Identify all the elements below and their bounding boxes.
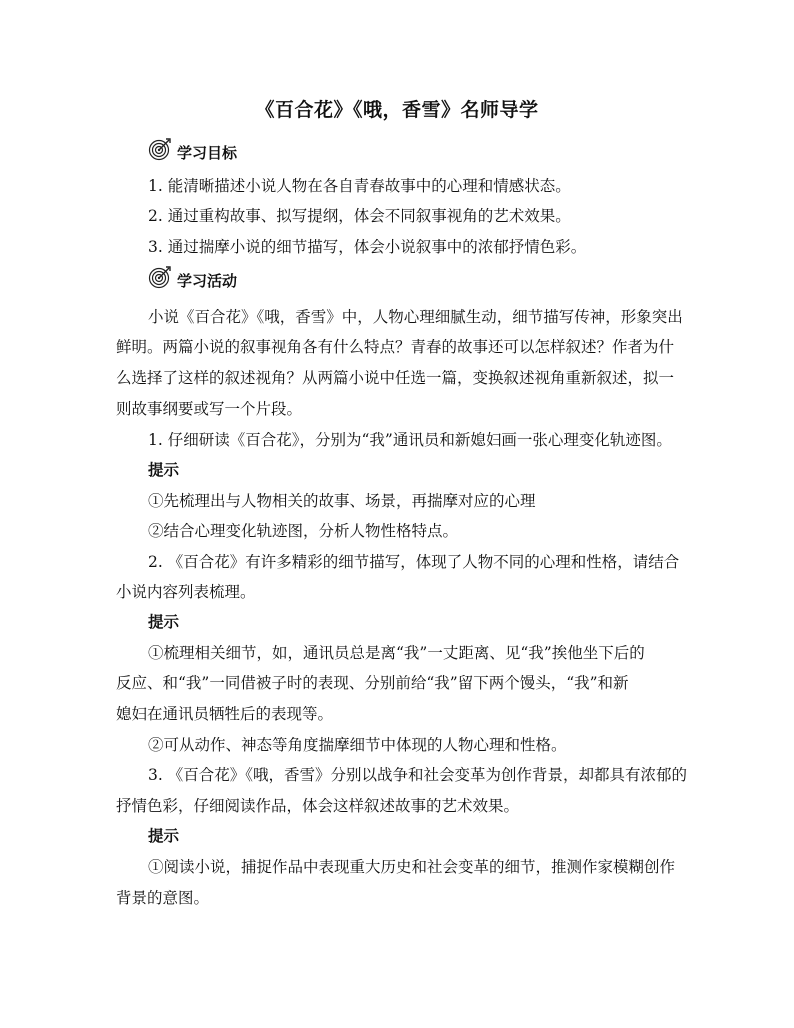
objectives-heading-label: 学习目标 [177,143,238,162]
intro-paragraph-line: 则故事纲要或写一个片段。 [116,400,303,418]
hint-3-item-line: ①阅读小说，捕捉作品中表现重大历史和社会变革的细节，推测作家模糊创作 [148,858,676,876]
task-2-line: 2. 《百合花》有许多精彩的细节描写，体现了人物不同的心理和性格，请结合 [148,553,680,571]
task-1: 1. 仔细研读《百合花》，分别为“我”通讯员和新媳妇画一张心理变化轨迹图。 [148,431,672,449]
hint-3-item-line: 背景的意图。 [116,889,210,907]
task-3-line: 3. 《百合花》《哦，香雪》分别以战争和社会变革为创作背景，却都具有浓郁的 [148,766,687,784]
intro-paragraph-line: 小说《百合花》《哦，香雪》中，人物心理细腻生动，细节描写传神，形象突出 [148,308,683,326]
hint-1-item: ②结合心理变化轨迹图，分析人物性格特点。 [148,522,459,540]
activities-heading [148,264,237,290]
task-2-line: 小说内容列表梳理。 [116,583,256,601]
objective-item: 2. 通过重构故事、拟写提纲，体会不同叙事视角的艺术效果。 [148,207,571,225]
hint-2-item-line: 反应、和“我”一同借被子时的表现、分别前给“我”留下两个馒头，“我”和新 [116,674,629,692]
activities-heading-label: 学习活动 [177,271,238,290]
target-icon [148,137,172,161]
objective-item: 3. 通过揣摩小说的细节描写，体会小说叙事中的浓郁抒情色彩。 [148,238,587,256]
hint-2-item-line: ①梳理相关细节，如，通讯员总是离“我”一丈距离、见“我”挨他坐下后的 [148,644,645,662]
objectives-heading [148,136,237,162]
hint-1-item: ①先梳理出与人物相关的故事、场景，再揣摩对应的心理 [148,492,536,510]
objective-item: 1. 能清晰描述小说人物在各自青春故事中的心理和情感状态。 [148,177,571,195]
page-title: 《百合花》《哦，香雪》名师导学 [255,99,539,121]
hint-2-item-line: 媳妇在通讯员牺牲后的表现等。 [116,705,334,723]
task-3-line: 抒情色彩，仔细阅读作品，体会这样叙述故事的艺术效果。 [116,797,520,815]
hint-2-label: 提示 [148,612,180,631]
hint-1-label: 提示 [148,460,180,479]
hint-3-label: 提示 [148,826,180,845]
target-icon [148,265,172,289]
hint-2-item: ②可从动作、神态等角度揣摩细节中体现的人物心理和性格。 [148,736,567,754]
intro-paragraph-line: 鲜明。两篇小说的叙事视角各有什么特点？青春的故事还可以怎样叙述？作者为什 [116,338,675,356]
intro-paragraph-line: 么选择了这样的叙述视角？从两篇小说中任选一篇，变换叙述视角重新叙述，拟一 [116,369,675,387]
